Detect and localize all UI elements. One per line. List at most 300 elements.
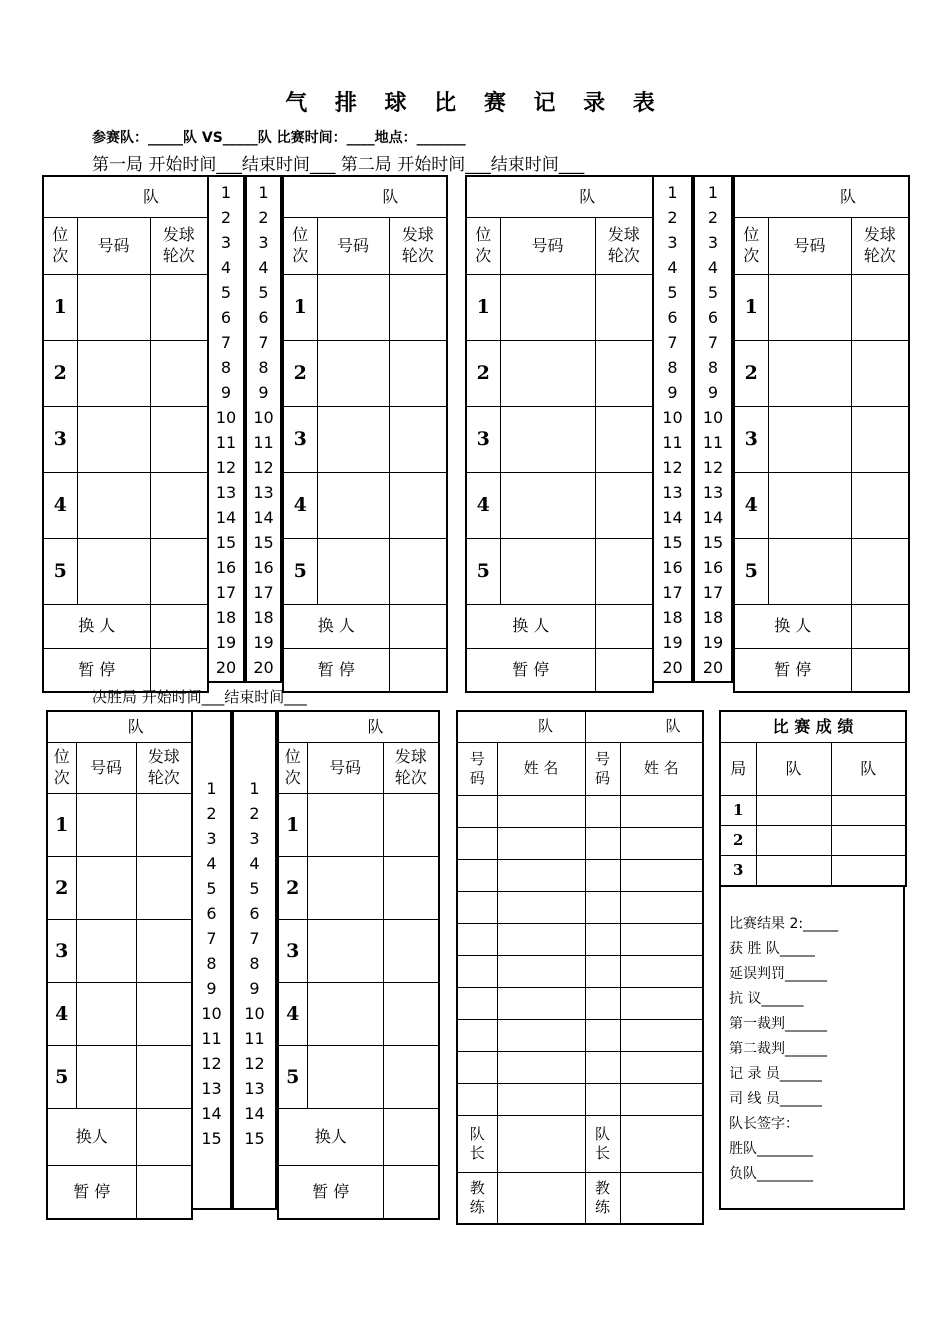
number-cell <box>76 1046 136 1109</box>
number-header: 号码 <box>307 743 383 794</box>
set2-score-column-b <box>693 175 733 683</box>
position-header-line: 次 <box>52 246 69 265</box>
score-title: 比 赛 成 绩 <box>720 711 906 743</box>
timeout-cell <box>383 1166 439 1220</box>
position-header-line: 次 <box>292 246 309 265</box>
number-cell <box>317 407 389 473</box>
score-number: 4 <box>707 258 719 277</box>
serve-order-header-line: 发球 <box>401 225 434 245</box>
score-number: 1 <box>707 183 719 202</box>
score-number: 14 <box>201 1104 222 1123</box>
score-number: 8 <box>707 358 719 377</box>
serve-order-header-line: 发球 <box>162 225 195 245</box>
roster-header-row <box>457 743 703 796</box>
position-header <box>43 218 77 275</box>
substitution-label: 换 人 <box>283 605 389 649</box>
serve-order-cell <box>389 341 447 407</box>
set-score-cell <box>756 826 831 856</box>
score-number: 8 <box>258 358 269 377</box>
substitution-cell <box>136 1109 192 1166</box>
form-title: 气 排 球 比 赛 记 录 表 <box>285 90 665 116</box>
team-name-cell: 队 <box>466 176 653 218</box>
position-row <box>43 407 208 473</box>
serve-order-cell <box>150 407 208 473</box>
number-cell <box>500 539 595 605</box>
position-number: 4 <box>466 473 500 539</box>
set2-score-column-a <box>652 175 693 683</box>
score-number: 10 <box>215 408 237 427</box>
serve-order-header <box>851 218 909 275</box>
score-number: 8 <box>249 954 260 973</box>
roster-cell <box>585 1020 620 1052</box>
result-line: 负队________ <box>729 1166 813 1182</box>
roster-cell <box>620 988 703 1020</box>
score-number: 5 <box>667 283 678 302</box>
score-number: 15 <box>253 533 274 552</box>
position-number: 3 <box>43 407 77 473</box>
timeout-label: 暂 停 <box>43 649 150 693</box>
roster-row <box>457 924 703 956</box>
roster-cell <box>497 796 585 828</box>
score-number: 9 <box>258 383 269 402</box>
score-number: 17 <box>215 583 237 602</box>
serve-order-cell <box>595 473 653 539</box>
roster-cell <box>457 796 497 828</box>
substitution-label: 换 人 <box>466 605 595 649</box>
serve-order-cell <box>383 920 439 983</box>
score-number: 20 <box>253 658 274 677</box>
score-number: 10 <box>244 1004 265 1023</box>
set-row <box>720 826 906 856</box>
serve-order-cell <box>136 920 192 983</box>
position-row <box>734 473 909 539</box>
timeout-row <box>47 1166 192 1220</box>
result-line: 胜队________ <box>729 1141 813 1157</box>
position-row <box>43 275 208 341</box>
timeout-cell <box>136 1166 192 1220</box>
set-number: 2 <box>720 826 756 856</box>
roster-cell <box>585 828 620 860</box>
serve-order-header-line: 轮次 <box>394 768 427 787</box>
position-row <box>283 407 447 473</box>
position-number: 5 <box>466 539 500 605</box>
serve-order-header <box>595 218 653 275</box>
number-cell <box>76 983 136 1046</box>
substitution-row <box>734 605 909 649</box>
roster-cell <box>457 956 497 988</box>
score-number: 11 <box>201 1029 222 1048</box>
score-number: 6 <box>206 904 217 923</box>
serve-order-header-line: 轮次 <box>607 246 640 265</box>
position-number: 2 <box>47 857 76 920</box>
roster-cell <box>457 860 497 892</box>
team-name-row <box>43 176 208 218</box>
captain-label <box>457 1116 497 1173</box>
serve-order-cell <box>851 407 909 473</box>
substitution-label: 换人 <box>47 1109 136 1166</box>
score-number: 14 <box>253 508 274 527</box>
serve-order-cell <box>150 275 208 341</box>
serve-order-cell <box>595 539 653 605</box>
position-row <box>278 794 439 857</box>
position-header-line: 位 <box>284 747 301 767</box>
serve-order-header-line: 发球 <box>394 747 427 767</box>
score-number: 12 <box>702 458 724 477</box>
position-row <box>466 539 653 605</box>
serve-order-header-line: 发球 <box>607 225 640 245</box>
score-number: 15 <box>215 533 237 552</box>
position-row <box>466 275 653 341</box>
coach-label-line: 练 <box>595 1198 611 1216</box>
score-number: 13 <box>215 483 237 502</box>
position-number: 1 <box>278 794 307 857</box>
position-number: 3 <box>466 407 500 473</box>
score-number: 4 <box>258 258 269 277</box>
result-line: 第一裁判______ <box>729 1016 827 1032</box>
roster-cell <box>585 1052 620 1084</box>
serve-order-cell <box>136 983 192 1046</box>
roster-row <box>457 1020 703 1052</box>
coach-label <box>585 1173 620 1225</box>
position-row <box>278 1046 439 1109</box>
number-cell <box>77 539 150 605</box>
score-number: 18 <box>702 608 724 627</box>
score-number: 6 <box>258 308 269 327</box>
set-score-cell <box>831 796 906 826</box>
position-row <box>47 1046 192 1109</box>
decider-score-column-b <box>232 710 277 1210</box>
roster-cell <box>497 924 585 956</box>
decider-team-b-table <box>277 710 440 1220</box>
roster-cell <box>497 1020 585 1052</box>
position-row <box>43 539 208 605</box>
team-name-row <box>278 711 439 743</box>
score-number: 14 <box>215 508 237 527</box>
set-number: 1 <box>720 796 756 826</box>
serve-order-header <box>136 743 192 794</box>
score-number: 20 <box>662 658 683 677</box>
score-number: 6 <box>707 308 719 327</box>
number-cell <box>77 341 150 407</box>
team-name-cell: 队 <box>43 176 208 218</box>
roster-cell <box>457 1084 497 1116</box>
serve-order-header-line: 发球 <box>147 747 180 767</box>
number-cell <box>768 407 851 473</box>
serve-order-cell <box>389 473 447 539</box>
score-number: 15 <box>662 533 683 552</box>
score-number: 2 <box>220 208 232 227</box>
score-number: 6 <box>667 308 678 327</box>
roster-cell <box>457 828 497 860</box>
serve-order-cell <box>851 539 909 605</box>
score-number: 20 <box>702 658 724 677</box>
position-row <box>283 539 447 605</box>
position-number: 1 <box>466 275 500 341</box>
position-number: 2 <box>466 341 500 407</box>
set-number: 3 <box>720 856 756 887</box>
serve-order-cell <box>150 473 208 539</box>
position-row <box>466 341 653 407</box>
roster-name-header: 姓 名 <box>497 743 585 796</box>
serve-order-cell <box>136 794 192 857</box>
timeout-label: 暂 停 <box>47 1166 136 1220</box>
captain-cell <box>497 1116 585 1173</box>
coach-label-line: 教 <box>595 1178 611 1197</box>
score-number: 14 <box>244 1104 265 1123</box>
column-header-row <box>278 743 439 794</box>
roster-cell <box>620 1052 703 1084</box>
score-number: 12 <box>201 1054 222 1073</box>
roster-row <box>457 956 703 988</box>
timeout-row <box>734 649 909 693</box>
score-number: 2 <box>707 208 719 227</box>
score-number: 1 <box>667 183 678 202</box>
number-cell <box>500 473 595 539</box>
position-number: 4 <box>278 983 307 1046</box>
position-number: 2 <box>43 341 77 407</box>
score-number: 3 <box>707 233 719 252</box>
substitution-row <box>278 1109 439 1166</box>
match-score-table <box>719 710 907 887</box>
score-number: 2 <box>249 804 260 823</box>
roster-cell <box>457 1020 497 1052</box>
position-header-line: 位 <box>292 225 309 245</box>
position-number: 1 <box>47 794 76 857</box>
score-number: 7 <box>220 333 232 352</box>
number-cell <box>77 473 150 539</box>
result-line: 第二裁判______ <box>729 1041 827 1057</box>
number-cell <box>500 341 595 407</box>
set-row <box>720 856 906 887</box>
timeout-label: 暂 停 <box>466 649 595 693</box>
set-score-cell <box>831 826 906 856</box>
score-number: 7 <box>206 929 217 948</box>
score-number: 14 <box>662 508 683 527</box>
roster-cell <box>585 796 620 828</box>
number-cell <box>307 920 383 983</box>
position-number: 2 <box>278 857 307 920</box>
score-number: 17 <box>662 583 683 602</box>
captain-label-line: 队 <box>595 1124 611 1143</box>
serve-order-cell <box>150 341 208 407</box>
column-header-row <box>466 218 653 275</box>
roster-cell <box>620 924 703 956</box>
substitution-cell <box>851 605 909 649</box>
number-cell <box>307 983 383 1046</box>
position-number: 3 <box>47 920 76 983</box>
set-score-cell <box>756 796 831 826</box>
position-header-line: 次 <box>284 768 301 787</box>
position-row <box>466 407 653 473</box>
score-number: 16 <box>702 558 724 577</box>
score-number: 10 <box>662 408 683 427</box>
team-name-cell: 队 <box>278 711 439 743</box>
score-number: 7 <box>258 333 269 352</box>
score-number: 7 <box>707 333 719 352</box>
roster-cell <box>620 796 703 828</box>
roster-cell <box>620 956 703 988</box>
result-line: 队长签字： <box>729 1116 799 1132</box>
score-number: 11 <box>662 433 683 452</box>
position-row <box>43 473 208 539</box>
position-number: 4 <box>47 983 76 1046</box>
number-cell <box>768 341 851 407</box>
roster-cell <box>457 924 497 956</box>
position-row <box>278 857 439 920</box>
substitution-row <box>283 605 447 649</box>
roster-cell <box>620 892 703 924</box>
score-number: 17 <box>702 583 724 602</box>
score-number: 14 <box>702 508 724 527</box>
number-cell <box>76 857 136 920</box>
set2-team-b-table <box>733 175 910 693</box>
column-header-row <box>734 218 909 275</box>
decider-score-column-a <box>191 710 232 1210</box>
serve-order-header <box>150 218 208 275</box>
score-number: 2 <box>258 208 269 227</box>
position-number: 4 <box>43 473 77 539</box>
roster-row <box>457 828 703 860</box>
score-number: 5 <box>249 879 260 898</box>
roster-number-header-line: 码 <box>595 769 611 787</box>
score-number: 19 <box>662 633 683 652</box>
position-header <box>278 743 307 794</box>
substitution-cell <box>383 1109 439 1166</box>
score-number: 10 <box>702 408 724 427</box>
serve-order-header <box>389 218 447 275</box>
position-header <box>734 218 768 275</box>
set1-team-b-table <box>282 175 448 693</box>
substitution-row <box>47 1109 192 1166</box>
position-number: 1 <box>283 275 317 341</box>
roster-number-header <box>457 743 497 796</box>
score-number: 12 <box>662 458 683 477</box>
team-name-row <box>283 176 447 218</box>
roster-cell <box>585 1084 620 1116</box>
roster-cell <box>497 892 585 924</box>
serve-order-cell <box>595 341 653 407</box>
serve-order-cell <box>851 341 909 407</box>
number-header: 号码 <box>500 218 595 275</box>
column-header-row <box>43 218 208 275</box>
roster-team-cell: 队 <box>585 711 703 743</box>
roster-cell <box>497 1084 585 1116</box>
position-number: 3 <box>283 407 317 473</box>
score-number: 18 <box>215 608 237 627</box>
roster-name-header: 姓 名 <box>620 743 703 796</box>
score-number: 1 <box>206 779 217 798</box>
roster-team-row <box>457 711 703 743</box>
column-header-row <box>47 743 192 794</box>
serve-order-cell <box>383 794 439 857</box>
serve-order-cell <box>595 407 653 473</box>
score-number: 16 <box>215 558 237 577</box>
number-cell <box>317 341 389 407</box>
number-cell <box>768 473 851 539</box>
serve-order-header-line: 轮次 <box>147 768 180 787</box>
score-number: 6 <box>249 904 260 923</box>
result-line: 抗 议______ <box>729 991 804 1007</box>
header-decider-time: 决胜局 开始时间___结束时间___ <box>92 688 307 706</box>
roster-number-header-line: 号 <box>595 749 611 768</box>
coach-cell <box>620 1173 703 1225</box>
number-header: 号码 <box>768 218 851 275</box>
set2-team-a-table <box>465 175 654 693</box>
score-number: 10 <box>253 408 274 427</box>
team-header: 队 <box>831 743 906 796</box>
position-row <box>734 341 909 407</box>
number-cell <box>768 539 851 605</box>
roster-cell <box>585 892 620 924</box>
roster-cell <box>620 1084 703 1116</box>
set1-score-column-b <box>245 175 282 683</box>
team-name-row <box>734 176 909 218</box>
number-cell <box>500 407 595 473</box>
column-header-row <box>283 218 447 275</box>
score-number: 18 <box>253 608 274 627</box>
header-teams-time-place: 参赛队：_____队 VS_____队 比赛时间：____地点：_______ <box>92 130 466 146</box>
timeout-row <box>43 649 208 693</box>
score-number: 3 <box>667 233 678 252</box>
score-number: 12 <box>215 458 237 477</box>
score-number: 17 <box>253 583 274 602</box>
score-number: 4 <box>206 854 217 873</box>
captain-label <box>585 1116 620 1173</box>
number-cell <box>77 275 150 341</box>
timeout-cell <box>389 649 447 693</box>
number-cell <box>76 920 136 983</box>
score-number: 13 <box>253 483 274 502</box>
score-number: 4 <box>220 258 232 277</box>
serve-order-cell <box>383 857 439 920</box>
serve-order-cell <box>389 275 447 341</box>
number-cell <box>307 1046 383 1109</box>
score-number: 9 <box>206 979 217 998</box>
score-number: 13 <box>662 483 683 502</box>
number-cell <box>307 857 383 920</box>
position-header <box>47 743 76 794</box>
team-name-cell: 队 <box>734 176 909 218</box>
score-number: 3 <box>206 829 217 848</box>
serve-order-cell <box>389 407 447 473</box>
position-header-line: 位 <box>743 225 760 245</box>
serve-order-header-line: 轮次 <box>863 246 896 265</box>
roster-team-cell: 队 <box>457 711 585 743</box>
timeout-cell <box>595 649 653 693</box>
score-number: 12 <box>244 1054 265 1073</box>
substitution-label: 换 人 <box>734 605 851 649</box>
set-header: 局 <box>720 743 756 796</box>
position-row <box>734 275 909 341</box>
roster-row <box>457 860 703 892</box>
roster-cell <box>497 828 585 860</box>
score-number: 2 <box>667 208 678 227</box>
team-name-cell: 队 <box>283 176 447 218</box>
coach-label-line: 教 <box>469 1178 485 1197</box>
score-number: 4 <box>249 854 260 873</box>
captain-label-line: 长 <box>469 1144 485 1162</box>
set-score-cell <box>831 856 906 887</box>
position-row <box>734 407 909 473</box>
captain-label-line: 队 <box>469 1124 485 1143</box>
decider-team-a-table <box>46 710 193 1220</box>
serve-order-cell <box>389 539 447 605</box>
serve-order-header <box>383 743 439 794</box>
score-number: 1 <box>220 183 232 202</box>
substitution-label: 换 人 <box>43 605 150 649</box>
position-row <box>47 794 192 857</box>
position-number: 5 <box>734 539 768 605</box>
